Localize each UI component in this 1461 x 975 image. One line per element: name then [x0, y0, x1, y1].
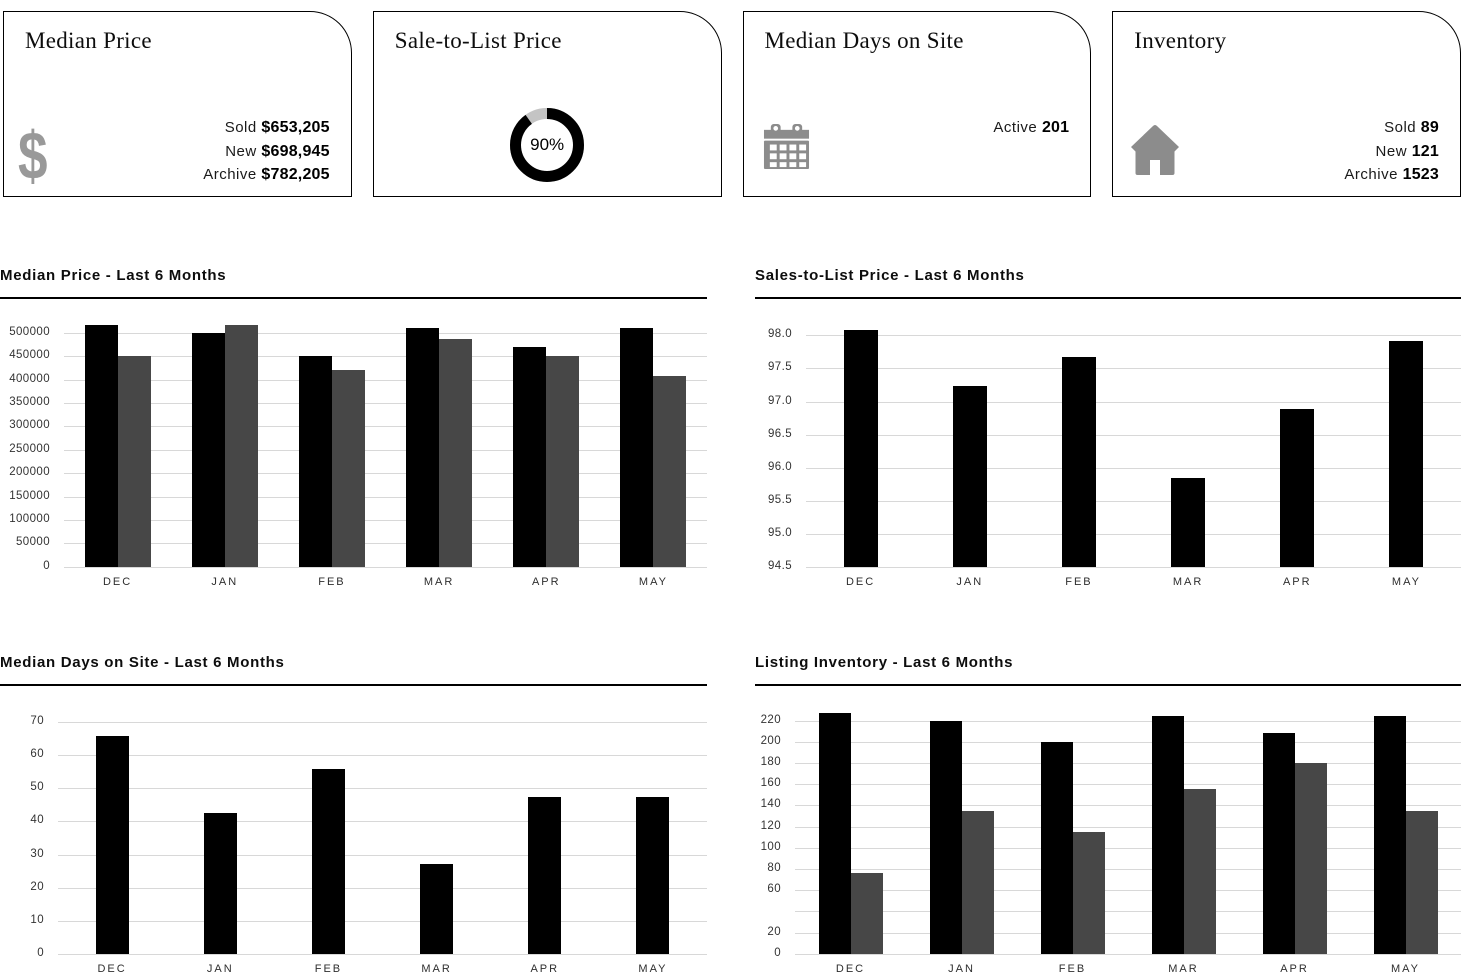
y-tick-label: 30	[30, 847, 44, 860]
x-axis-labels	[795, 963, 1461, 975]
bar-may-secondary	[653, 376, 686, 567]
y-tick-label: 160	[760, 777, 781, 790]
y-tick-label: 50	[30, 781, 44, 794]
bars	[58, 706, 707, 954]
bar-jan-primary	[953, 386, 987, 567]
card-title: Inventory	[1134, 28, 1227, 53]
y-tick-label: 120	[760, 819, 781, 832]
x-axis-label: JAN	[956, 575, 984, 588]
y-tick-label: 60	[30, 748, 44, 761]
kpi-cards-row	[0, 0, 1461, 197]
bar-mar-secondary	[439, 339, 472, 566]
bar-chart	[755, 319, 1461, 588]
card-title: Median Price	[25, 28, 152, 53]
plot-area	[795, 706, 1461, 954]
chart-sales-to-list	[755, 255, 1461, 588]
y-tick-label: 40	[30, 814, 44, 827]
card-sale-to-list	[373, 11, 722, 197]
bar-feb-primary	[299, 356, 332, 567]
y-tick-label: 97.0	[768, 394, 792, 407]
bar-group-feb	[1017, 706, 1128, 954]
bar-jan-secondary	[225, 325, 258, 567]
y-tick-label: 200	[760, 734, 781, 747]
card-title: Sale-to-List Price	[394, 28, 562, 53]
chart-title: Median Price - Last 6 Months	[0, 267, 227, 285]
bar-feb-primary	[1062, 357, 1096, 567]
y-tick-label: 10	[30, 913, 44, 926]
bar-group-may	[1350, 706, 1461, 954]
y-tick-label: 95.5	[768, 493, 792, 506]
x-axis-label: APR	[530, 962, 560, 975]
y-axis	[755, 319, 806, 572]
x-axis	[755, 576, 1461, 588]
bar-feb-secondary	[1073, 832, 1105, 954]
bar-group-jan	[915, 319, 1024, 567]
plot-area	[806, 319, 1461, 567]
x-axis	[755, 963, 1461, 975]
x-axis-label: FEB	[1065, 575, 1093, 588]
x-axis-labels	[64, 576, 707, 588]
stat-value: $782,205	[261, 166, 330, 183]
card-median-price	[3, 11, 352, 197]
x-axis-label: DEC	[845, 575, 876, 588]
x-axis-label: MAR	[1172, 575, 1204, 588]
bar-apr-primary	[1263, 733, 1295, 953]
dollar-icon: $	[18, 118, 48, 194]
bar-group-mar	[1128, 706, 1239, 954]
bar-feb-primary	[1041, 742, 1073, 954]
y-tick-label: 96.0	[768, 460, 792, 473]
x-axis-label: DEC	[97, 962, 127, 975]
x-axis-spacer	[755, 963, 795, 975]
gridline	[64, 567, 707, 568]
bar-group-dec	[64, 319, 171, 567]
y-tick-label: 97.5	[768, 361, 792, 374]
bar-jan-primary	[204, 813, 237, 954]
bar-group-dec	[58, 706, 166, 954]
y-tick-label: 450000	[9, 349, 50, 362]
y-tick-label: 0	[37, 946, 44, 959]
y-tick-label: 200000	[9, 466, 50, 479]
stat-sold	[203, 116, 330, 140]
card-stats	[993, 116, 1069, 140]
x-axis-label: APR	[531, 575, 561, 588]
y-tick-label: 50000	[16, 536, 50, 549]
bar-mar-primary	[1171, 478, 1205, 567]
bar-dec-primary	[844, 330, 878, 567]
stat-label: New	[1375, 142, 1408, 160]
bar-group-jan	[906, 706, 1017, 954]
stat-archive	[203, 163, 330, 187]
bar-group-dec	[806, 319, 915, 567]
bar-jan-primary	[192, 333, 225, 567]
donut-percent-label: 90%	[530, 135, 565, 154]
stat-archive	[1344, 163, 1439, 187]
bar-group-feb	[1024, 319, 1133, 567]
x-axis	[0, 576, 707, 588]
y-axis	[0, 706, 58, 959]
bar-may-primary	[1389, 341, 1423, 567]
bar-apr-primary	[513, 347, 546, 566]
y-tick-label: 220	[760, 713, 781, 726]
stat-label: Archive	[203, 166, 257, 183]
y-axis	[755, 706, 795, 959]
house-icon	[1129, 123, 1181, 182]
chart-title: Sales-to-List Price - Last 6 Months	[755, 267, 1025, 285]
stat-sold	[1344, 116, 1439, 140]
x-axis-label: APR	[1280, 962, 1309, 975]
x-axis-label: JAN	[948, 962, 975, 975]
bar-feb-secondary	[332, 370, 365, 567]
x-axis-label: MAR	[1168, 962, 1199, 975]
y-tick-label: 100000	[9, 513, 50, 526]
bar-group-mar	[386, 319, 493, 567]
y-tick-label: 100	[760, 840, 781, 853]
x-axis	[0, 963, 707, 975]
chart-median-price	[0, 255, 707, 588]
card-stats	[1344, 116, 1439, 187]
stat-label: Active	[993, 119, 1038, 136]
bar-apr-primary	[528, 797, 561, 954]
bar-dec-primary	[96, 736, 129, 954]
x-axis-label: JAN	[206, 962, 234, 975]
y-tick-label: 0	[774, 946, 781, 959]
x-axis-label: FEB	[314, 962, 343, 975]
bar-group-mar	[383, 706, 491, 954]
stat-active	[993, 116, 1069, 140]
y-tick-label: 95.0	[768, 526, 792, 539]
card-inventory	[1112, 11, 1461, 197]
stat-label: Archive	[1344, 166, 1398, 183]
stat-new	[203, 140, 330, 164]
stat-value: 201	[1041, 119, 1070, 136]
bars	[64, 319, 707, 567]
y-tick-label: 400000	[9, 372, 50, 385]
bar-apr-primary	[1280, 409, 1314, 566]
bar-group-feb	[278, 319, 385, 567]
bar-jan-primary	[930, 721, 962, 954]
bar-mar-secondary	[1184, 789, 1216, 953]
y-tick-label: 96.5	[768, 427, 792, 440]
x-axis-label: DEC	[835, 962, 866, 975]
bar-jan-secondary	[962, 811, 994, 954]
card-stats	[203, 116, 330, 187]
stat-new	[1344, 140, 1439, 164]
bar-dec-primary	[819, 713, 851, 954]
x-axis-label: MAR	[421, 962, 452, 975]
y-tick-label: 350000	[9, 396, 50, 409]
gridline	[806, 567, 1461, 568]
y-tick-label: 60	[767, 883, 781, 896]
bar-may-secondary	[1406, 811, 1438, 954]
y-tick-label: 20	[30, 880, 44, 893]
y-tick-label: 140	[760, 798, 781, 811]
bar-dec-secondary	[851, 873, 883, 954]
stat-label: Sold	[1384, 119, 1417, 136]
y-tick-label: 94.5	[768, 559, 792, 572]
chart-listing-inventory	[755, 642, 1461, 975]
x-axis-labels	[806, 576, 1461, 588]
donut-gauge	[508, 106, 586, 184]
stat-value: $653,205	[261, 119, 330, 136]
stat-value: $698,945	[261, 142, 330, 160]
chart-title: Listing Inventory - Last 6 Months	[755, 654, 1014, 672]
x-axis-spacer	[0, 963, 58, 975]
stat-value: 89	[1420, 119, 1439, 136]
y-tick-label: 500000	[9, 325, 50, 338]
stat-value: 1523	[1402, 166, 1439, 183]
y-tick-label: 250000	[9, 442, 50, 455]
bar-dec-secondary	[118, 356, 151, 567]
x-axis-label: MAY	[638, 962, 668, 975]
bar-group-may	[599, 706, 707, 954]
bar-mar-primary	[420, 864, 453, 953]
bar-group-apr	[493, 319, 600, 567]
calendar-icon	[763, 123, 810, 175]
x-axis-labels	[58, 963, 707, 975]
bars	[795, 706, 1461, 954]
x-axis-label: FEB	[318, 575, 346, 588]
bar-chart	[0, 706, 707, 975]
bar-apr-secondary	[1295, 763, 1327, 954]
x-axis-label: FEB	[1058, 962, 1087, 975]
stat-value: 121	[1411, 142, 1439, 160]
x-axis-spacer	[0, 576, 64, 588]
bar-group-may	[1352, 319, 1461, 567]
bar-group-apr	[1243, 319, 1352, 567]
plot-area	[58, 706, 707, 954]
chart-title: Median Days on Site - Last 6 Months	[0, 654, 285, 672]
bar-may-primary	[620, 328, 653, 567]
bar-may-primary	[1374, 716, 1406, 953]
y-tick-label: 0	[43, 559, 50, 572]
bar-group-mar	[1134, 319, 1243, 567]
x-axis-label: JAN	[211, 575, 239, 588]
bar-group-jan	[166, 706, 274, 954]
bar-group-may	[600, 319, 707, 567]
y-tick-label: 20	[767, 925, 781, 938]
chart-title-rule	[0, 684, 707, 686]
bar-apr-secondary	[546, 356, 579, 567]
y-tick-label: 300000	[9, 419, 50, 432]
bar-dec-primary	[85, 325, 118, 567]
chart-title-rule	[0, 297, 707, 299]
x-axis-label: MAR	[423, 575, 455, 588]
chart-median-days	[0, 642, 707, 975]
y-tick-label: 70	[30, 715, 44, 728]
bar-group-jan	[171, 319, 278, 567]
bar-mar-primary	[406, 328, 439, 567]
y-tick-label: 98.0	[768, 328, 792, 341]
chart-title-rule	[755, 684, 1461, 686]
card-median-days	[743, 11, 1092, 197]
bar-chart	[0, 319, 707, 588]
x-axis-label: MAY	[1391, 575, 1421, 588]
chart-title-rule	[755, 297, 1461, 299]
x-axis-label: DEC	[102, 575, 133, 588]
x-axis-label: APR	[1282, 575, 1312, 588]
bar-group-dec	[795, 706, 906, 954]
stat-label: Sold	[224, 119, 257, 136]
bar-group-feb	[274, 706, 382, 954]
card-title: Median Days on Site	[764, 28, 964, 53]
bar-chart	[755, 706, 1461, 975]
y-axis	[0, 319, 64, 572]
stat-label: New	[225, 142, 257, 160]
x-axis-label: MAY	[638, 575, 668, 588]
x-axis-spacer	[755, 576, 806, 588]
bar-may-primary	[636, 797, 669, 954]
bar-mar-primary	[1152, 716, 1184, 953]
y-tick-label: 150000	[9, 489, 50, 502]
charts-grid	[0, 255, 1461, 975]
y-tick-label: 80	[767, 861, 781, 874]
bar-group-apr	[491, 706, 599, 954]
bar-group-apr	[1239, 706, 1350, 954]
x-axis-label: MAY	[1390, 962, 1421, 975]
plot-area	[64, 319, 707, 567]
y-tick-label: 180	[760, 755, 781, 768]
bars	[806, 319, 1461, 567]
bar-feb-primary	[312, 769, 345, 954]
